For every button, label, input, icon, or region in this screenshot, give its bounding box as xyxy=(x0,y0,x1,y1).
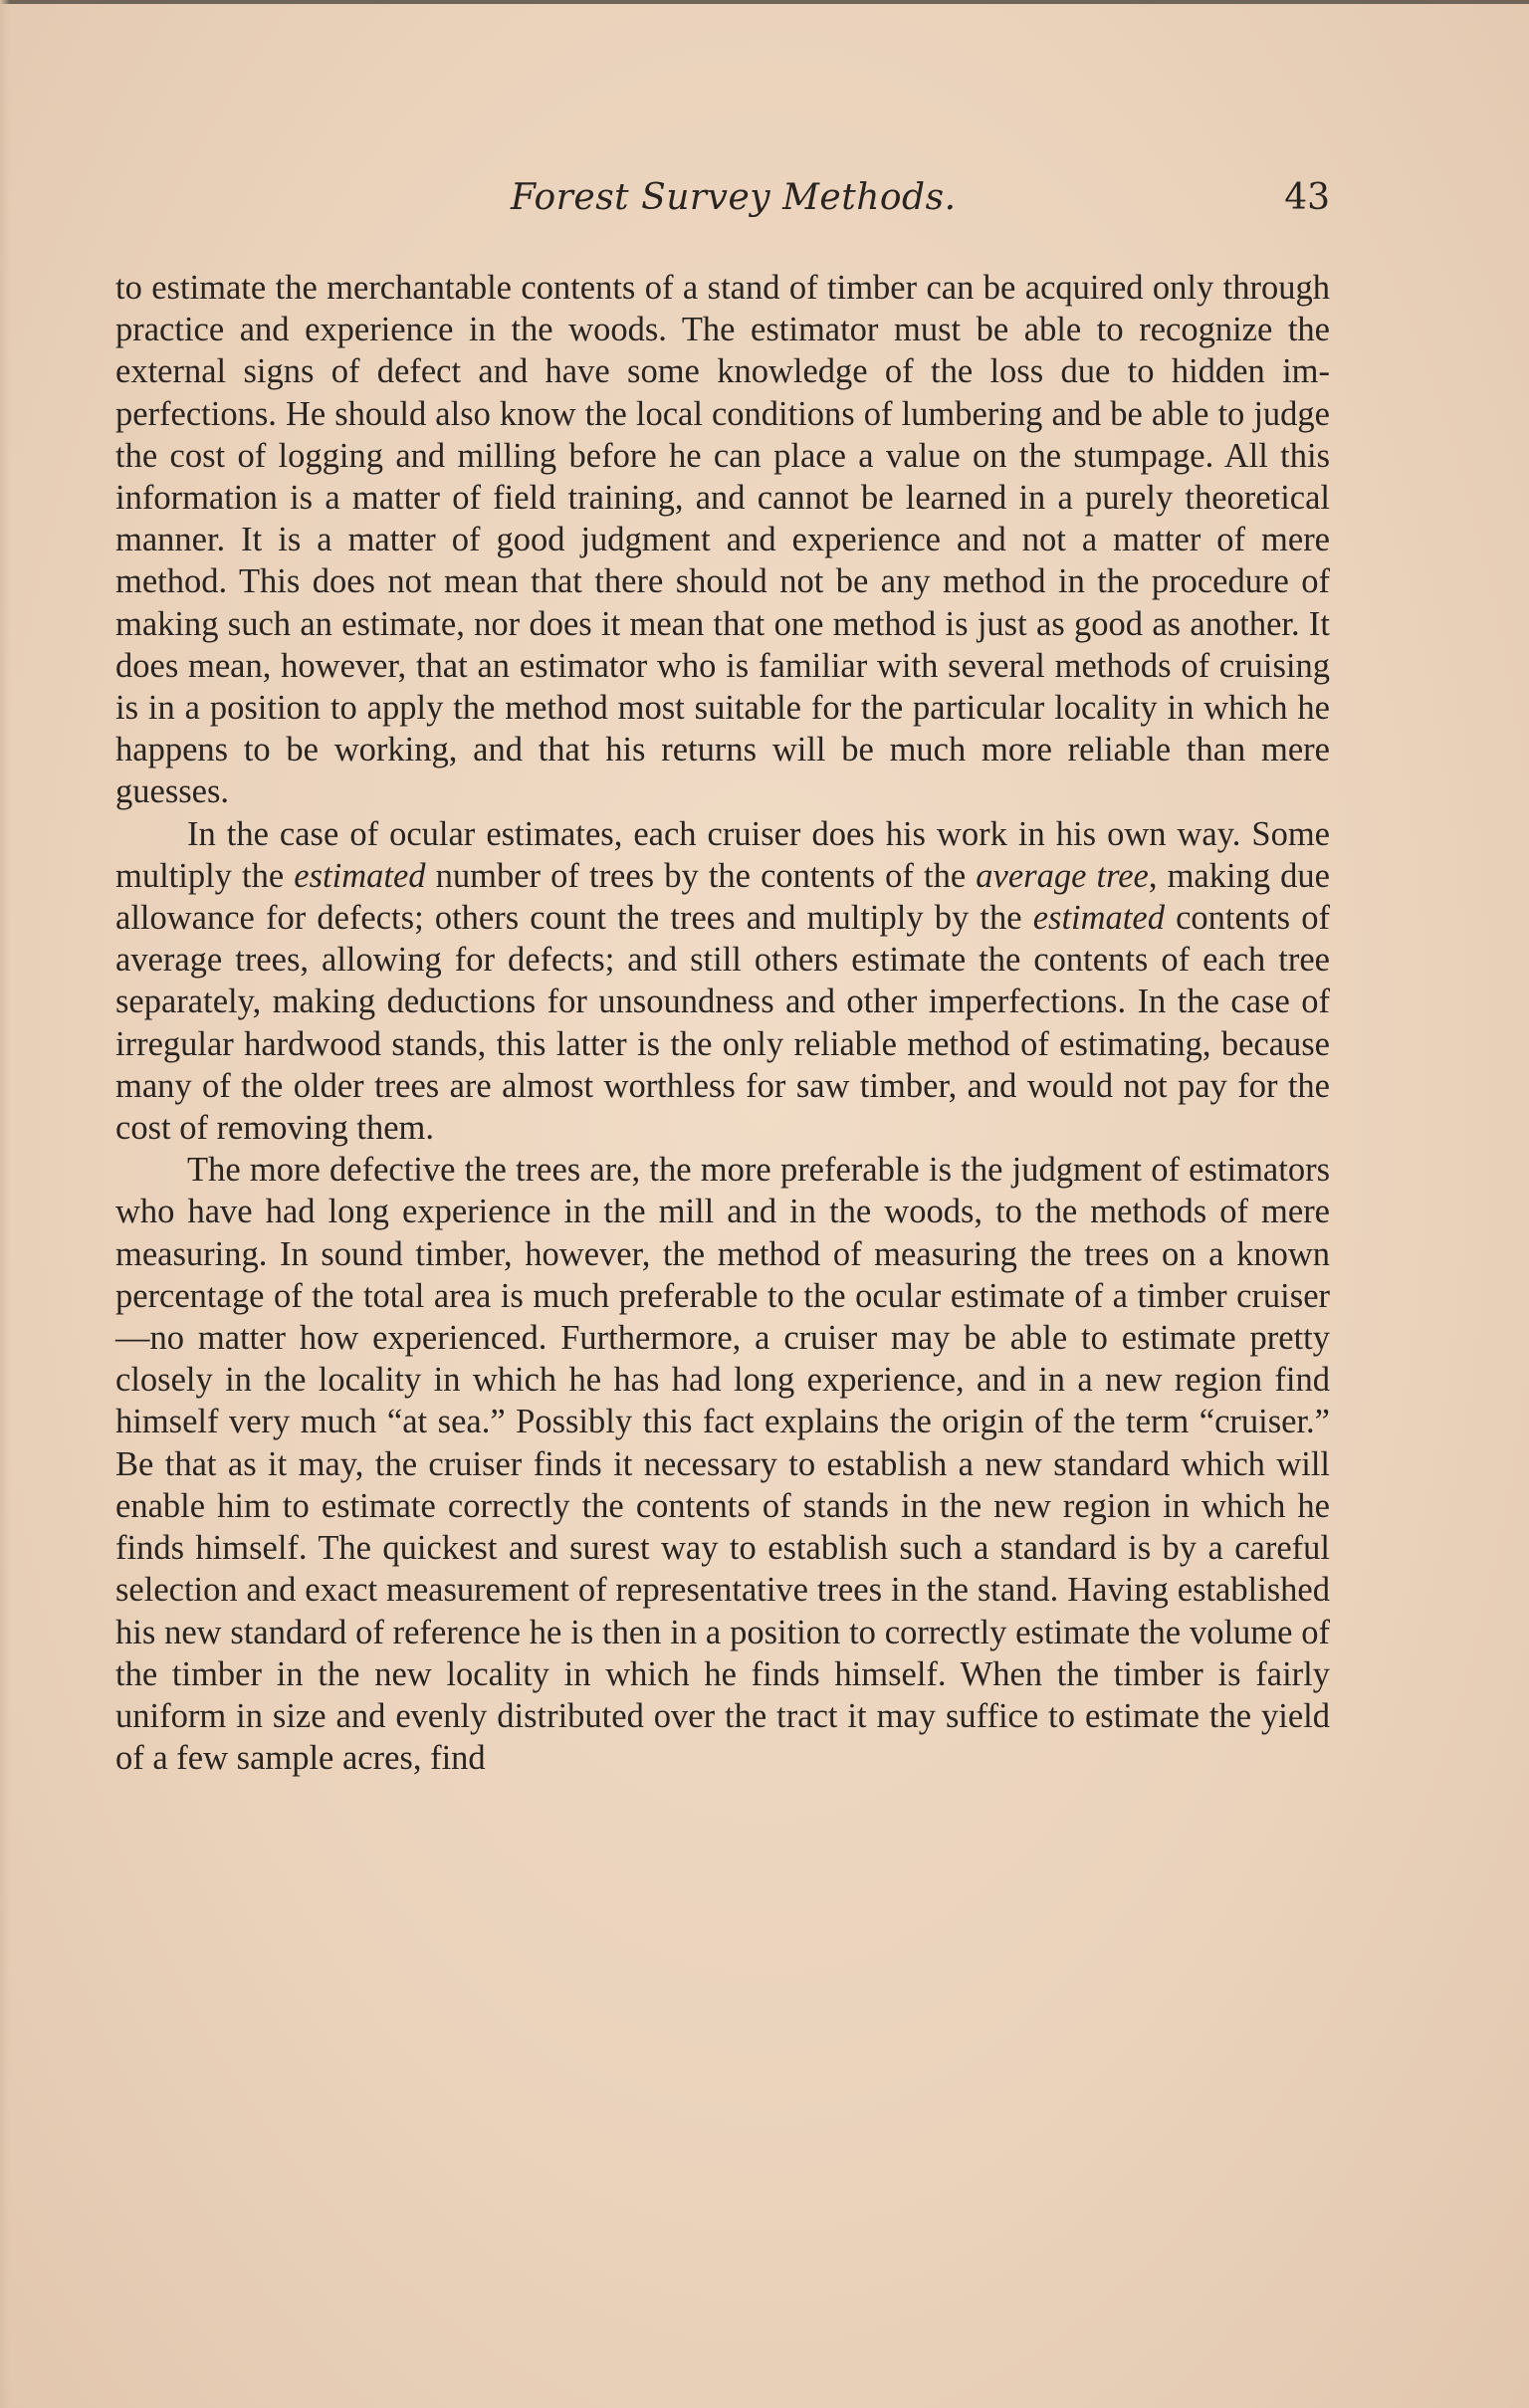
paragraph-text: In the case of ocular estimates, each cruiser does his work in his own way. Some multiply the xyxy=(115,814,1330,895)
italic-term: estimated xyxy=(294,856,426,895)
italic-term: estimated xyxy=(1032,899,1165,938)
paragraph-continued xyxy=(115,267,1330,813)
paragraph-text: to estimate the merchantable contents of a stand of timber can be acquired only through practice and experience in the woods. The estimator must be able to recognize the external signs of defect and have some knowledge of the loss due to hidden imperfections. He should also know the local conditions of lumbering and be able to judge the cost of logging and milling before he can place a value on the stumpage. All this information is a matter of field training, and cannot be learned in a purely theoretical manner. It is a matter of good judgment and experience and not a matter of mere method. This does not mean that there should not be any method in the procedure of making such an estimate, nor does it mean that one method is just as good as another. It does mean, however, that an estimator who is familiar with several methods of cruising is in a position to apply the method most suitable for the particular locality in which he happens to be working, and that his returns will be much more reliable than mere guesses. xyxy=(115,269,1330,811)
paragraph-text: number of trees by the contents of the xyxy=(425,856,977,895)
running-head xyxy=(115,177,1330,225)
page-number: 43 xyxy=(1284,177,1330,218)
body-text xyxy=(115,267,1330,1779)
paragraph-text: , making due allowance for defects; others count the trees and multiply by the xyxy=(115,856,1330,938)
page-gutter-shadow xyxy=(0,0,10,2408)
paragraph-defective-trees xyxy=(115,1149,1330,1779)
italic-term: average tree xyxy=(976,856,1149,895)
running-head-title: Forest Survey Methods. xyxy=(511,177,957,218)
paragraph-ocular-estimates xyxy=(115,813,1330,1150)
paragraph-text: The more defective the trees are, the more preferable is the judgment of estimators who have had long experience in the mill and in the woods, to the methods of mere measuring. In sound timber, however, the method of measuring the trees on a known percentage of the total area is much preferable to the ocular estimate of a timber cruiser—no matter how experienced. Furthermore, a cruiser may be able to estimate pretty closely in the locality in which he has had long experience, and in a new region find himself very much “at sea.” Possibly this fact explains the origin of the term “cruiser.” Be that as it may, the cruiser finds it necessary to establish a new standard which will enable him to estimate correctly the contents of stands in the new region in which he finds himself. The quickest and surest way to establish such a standard is by a careful selection and exact measurement of representative trees in the stand. Having established his new standard of reference he is then in a position to correctly estimate the volume of the timber in the new locality in which he finds himself. When the timber is fairly uniform in size and evenly distributed over the tract it may suffice to estimate the yield of a few sample acres, find xyxy=(115,1151,1330,1778)
page-top-edge xyxy=(0,0,1529,4)
paragraph-text: contents of average trees, allowing for defects; and still others estimate the contents of each tree separately, making deductions for unsoundness and other imperfections. In the case of irregular hardwood stands, this latter is the only reliable method of estimating, because many of the older trees are almost worthless for saw timber, and would not pay for the cost of removing them. xyxy=(115,899,1330,1148)
